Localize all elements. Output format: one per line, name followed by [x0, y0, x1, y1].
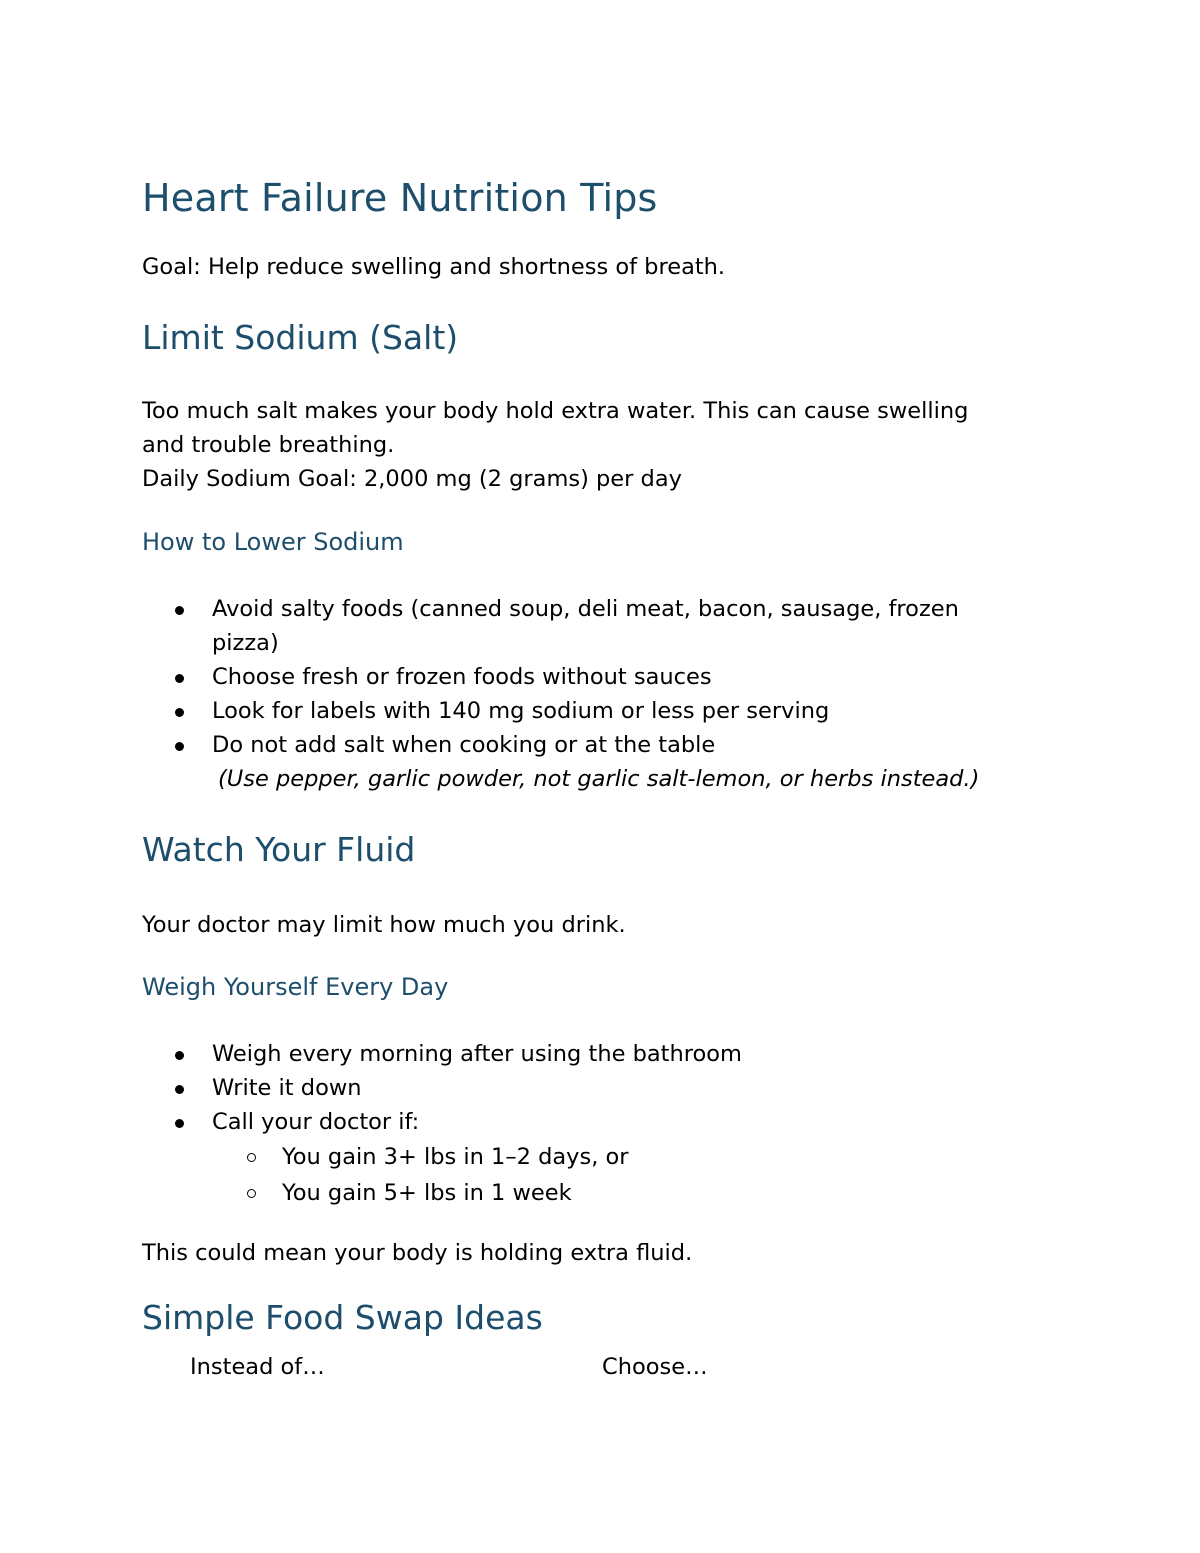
list-item-text: Choose fresh or frozen foods without sauces — [212, 664, 712, 690]
list-item-text: Look for labels with 140 mg sodium or less per serving — [212, 698, 830, 724]
fluid-warning: This could mean your body is holding extra fluid. — [142, 1240, 693, 1266]
list-item — [142, 660, 1022, 694]
list-item-text: Call your doctor if: — [212, 1109, 420, 1135]
sodium-heading: Limit Sodium (Salt) — [142, 318, 459, 357]
list-item-text: Do not add salt when cooking or at the table — [212, 732, 716, 758]
swaps-heading: Simple Food Swap Ideas — [142, 1298, 543, 1337]
list-item — [142, 1071, 1022, 1105]
swap-column-choose: Choose… — [602, 1354, 708, 1380]
list-item-text: Weigh every morning after using the bathroom — [212, 1041, 742, 1067]
list-item — [142, 694, 1022, 728]
list-item — [142, 1037, 1022, 1071]
fluid-intro: Your doctor may limit how much you drink. — [142, 912, 626, 938]
seasoning-note: (Use pepper, garlic powder, not garlic salt-lemon, or herbs instead.) — [218, 766, 980, 792]
bullet-icon — [175, 708, 184, 717]
list-item-text: Avoid salty foods (canned soup, deli meat, bacon, sausage, frozen pizza) — [212, 596, 959, 656]
sub-list-item-text: You gain 3+ lbs in 1–2 days, or — [282, 1144, 629, 1170]
list-item — [142, 592, 1022, 660]
bullet-icon — [175, 1085, 184, 1094]
bullet-icon — [175, 1119, 184, 1128]
daily-sodium-goal: Daily Sodium Goal: 2,000 mg (2 grams) per day — [142, 466, 682, 492]
fluid-heading: Watch Your Fluid — [142, 830, 416, 869]
weigh-steps-list — [142, 1037, 1022, 1211]
list-item — [142, 728, 1022, 762]
weigh-heading: Weigh Yourself Every Day — [142, 973, 449, 1001]
sub-list-item — [142, 1175, 1022, 1211]
document-title: Heart Failure Nutrition Tips — [142, 176, 658, 220]
bullet-icon — [175, 1051, 184, 1060]
goal-text: Goal: Help reduce swelling and shortness of breath. — [142, 254, 726, 280]
sodium-intro-line1: Too much salt makes your body hold extra water. This can cause swelling — [142, 398, 969, 424]
circle-bullet-icon — [247, 1189, 256, 1198]
sub-list-item — [142, 1139, 1022, 1175]
swap-column-instead: Instead of… — [190, 1354, 325, 1380]
lower-sodium-heading: How to Lower Sodium — [142, 528, 404, 556]
sub-list-item-text: You gain 5+ lbs in 1 week — [282, 1180, 572, 1206]
circle-bullet-icon — [247, 1153, 256, 1162]
sodium-intro-line2: and trouble breathing. — [142, 432, 395, 458]
list-item-text: Write it down — [212, 1075, 362, 1101]
bullet-icon — [175, 742, 184, 751]
bullet-icon — [175, 674, 184, 683]
list-item — [142, 1105, 1022, 1139]
bullet-icon — [175, 606, 184, 615]
sodium-tips-list — [142, 592, 1022, 796]
